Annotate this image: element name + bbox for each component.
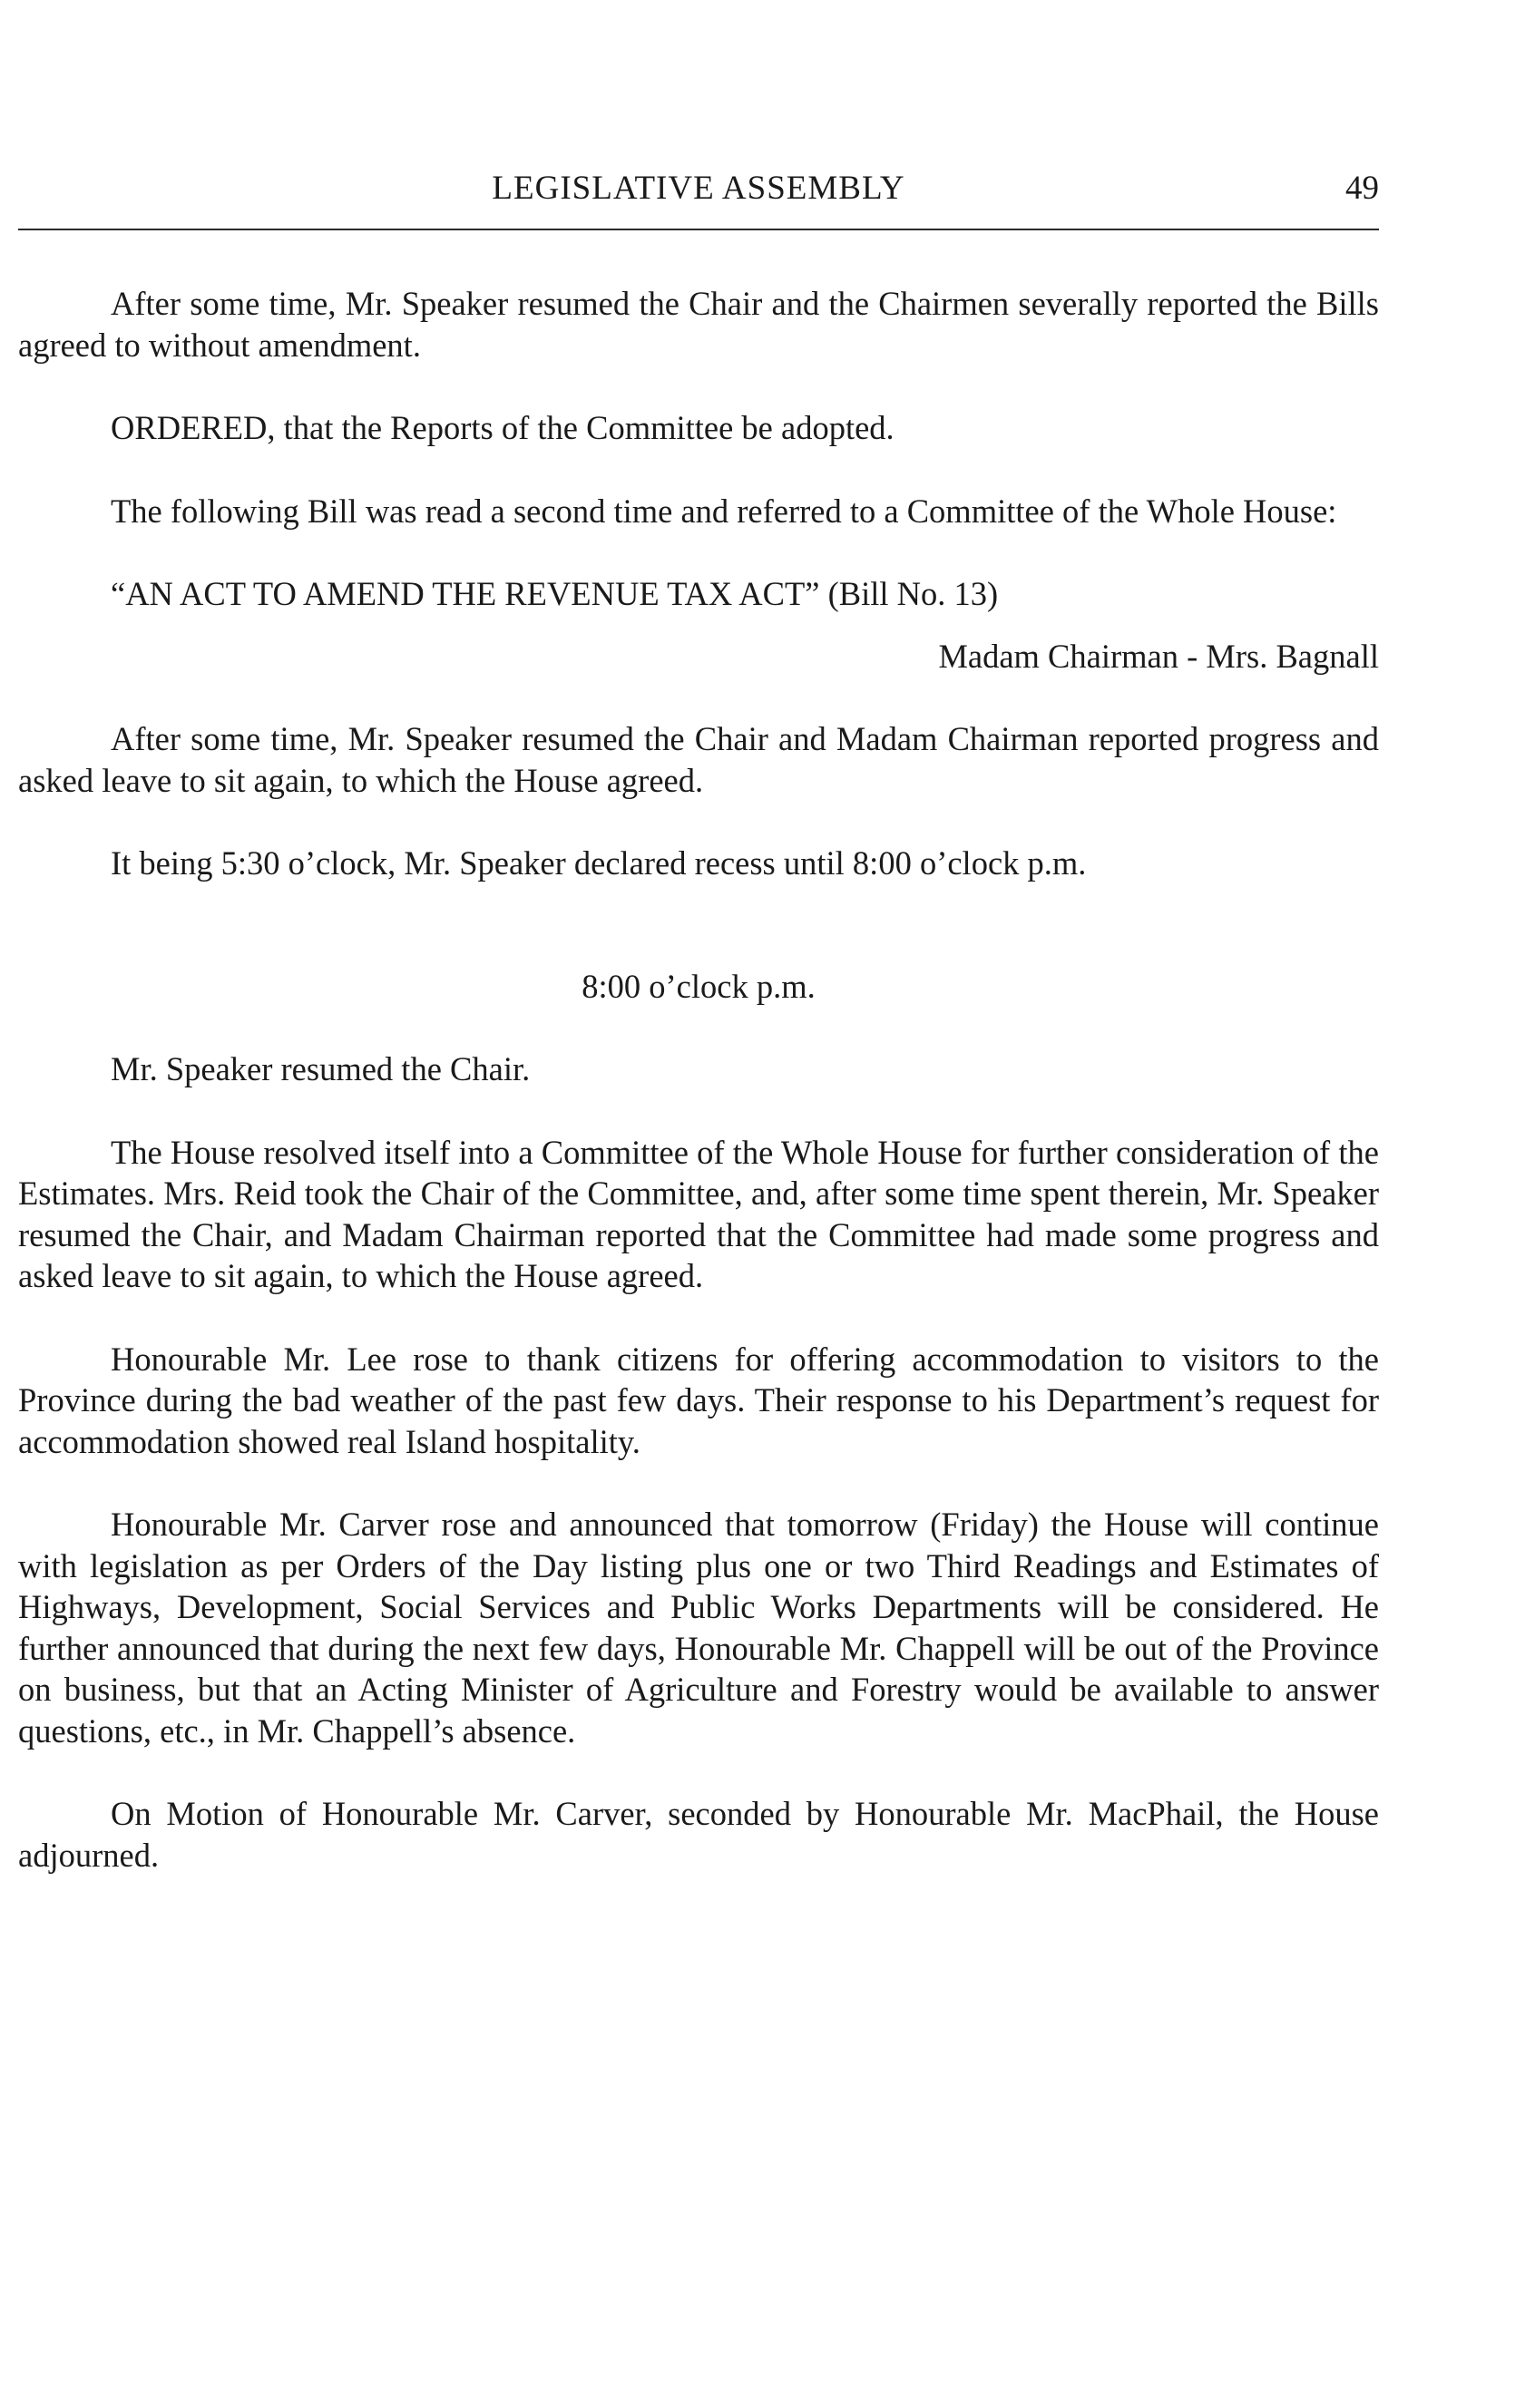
page-header [18,169,1379,223]
paragraph-adjournment: On Motion of Honourable Mr. Carver, seconded by Honourable Mr. MacPhail, the House adjourned. [18,1795,1379,1874]
paragraph-progress-report: After some time, Mr. Speaker resumed the Chair and Madam Chairman reported progress and asked leave to sit again, to which the House agreed. [18,720,1379,799]
paragraph-accommodation-thanks: Honourable Mr. Lee rose to thank citizens for offering accommodation to visitors to the Province during the bad weather of the past few days. Their response to his Department’s request for accommodation showed real Island hospitality. [18,1340,1379,1460]
paragraph-announcement: Honourable Mr. Carver rose and announced that tomorrow (Friday) the House will continue with legislation as per Orders of the Day listing plus one or two Third Readings and Estimates of Highways, Development, Social Services and Public Works Departments will be considered. He further announced that during the next few days, Honourable Mr. Chappell will be out of the Province on business, but that an Acting Minister of Agriculture and Forestry would be available to answer questions, etc., in Mr. Chappell’s absence. [18,1506,1379,1750]
paragraph-recess: It being 5:30 o’clock, Mr. Speaker declared recess until 8:00 o’clock p.m. [111,844,1087,882]
paragraph-second-reading: The following Bill was read a second time and referred to a Committee of the Whole House: [111,492,1337,530]
document-page [18,0,1379,2408]
paragraph-estimates: The House resolved itself into a Committee of the Whole House for further consideration of the Estimates. Mrs. Reid took the Chair of the Committee, and, after some time spent therein, Mr. Speaker resumed the Chair, and Madam Chairman reported that the Committee had made some progress and asked leave to sit again, to which the House agreed. [18,1133,1379,1294]
header-rule [18,229,1379,230]
paragraph-speaker-resumed: Mr. Speaker resumed the Chair. [111,1050,531,1087]
page-number: 49 [1345,170,1379,207]
document-body [18,283,1379,1876]
bill-title: “AN ACT TO AMEND THE REVENUE TAX ACT” (Bill No. 13) [111,575,999,612]
running-title: LEGISLATIVE ASSEMBLY [492,170,905,207]
paragraph-ordered: ORDERED, that the Reports of the Committee be adopted. [111,409,894,446]
chairman-line: Madam Chairman - Mrs. Bagnall [938,637,1379,675]
paragraph-committee-report: After some time, Mr. Speaker resumed the Chair and the Chairmen severally reported the Bills agreed to without amendment. [18,285,1379,364]
evening-sitting-heading: 8:00 o’clock p.m. [582,967,816,1005]
